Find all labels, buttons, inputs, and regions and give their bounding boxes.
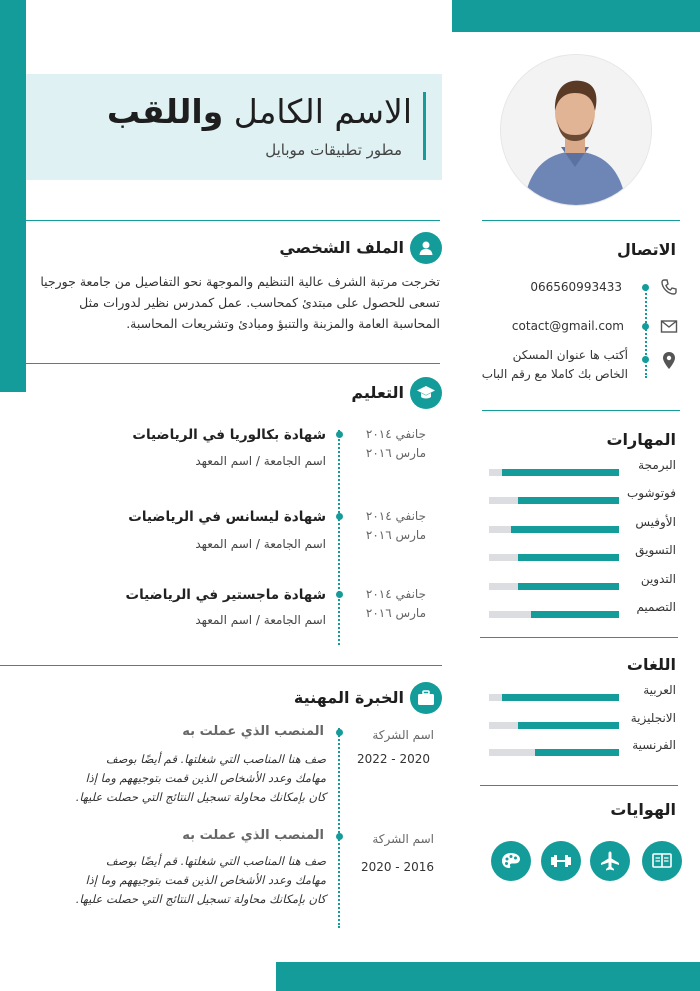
name-bold: واللقب: [106, 92, 224, 131]
contact-dot: [642, 284, 649, 291]
education-institution: اسم الجامعة / اسم المعهد: [195, 613, 326, 627]
skills-bar-track: [489, 497, 619, 504]
skills-bar-track: [489, 583, 619, 590]
graduation-cap-icon: [410, 377, 442, 409]
contact-address-line1: أكتب ها عنوان المسكن: [512, 348, 628, 362]
email-icon: [660, 317, 678, 335]
contact-address-line2: الخاص بك كاملا مع رقم الباب: [481, 367, 628, 381]
divider-hobbies-top: [480, 785, 678, 786]
skills-label: فوتوشوب: [626, 486, 676, 501]
languages-heading: اللغات: [626, 655, 676, 674]
dumbbell-icon: [541, 841, 581, 881]
header-divider: [423, 92, 426, 160]
experience-position: المنصب الذي عملت به: [182, 724, 324, 739]
skills-bar-fill: [511, 526, 619, 533]
education-end-date: مارس ٢٠١٦: [365, 606, 426, 620]
phone-icon: [660, 278, 678, 296]
job-title: مطور تطبيقات موبايل: [265, 141, 402, 159]
experience-period: 2020 - 2022: [356, 752, 430, 766]
languages-bar-track: [489, 722, 619, 729]
skills-label: التصميم: [636, 600, 676, 614]
skills-label: البرمجة: [638, 458, 676, 472]
education-degree: شهادة بكالوريا في الرياضيات: [132, 427, 326, 443]
languages-bar-track: [489, 749, 619, 756]
education-end-date: مارس ٢٠١٦: [365, 446, 426, 460]
skills-bar-track: [489, 611, 619, 618]
contact-dot: [642, 356, 649, 363]
book-icon: [642, 841, 682, 881]
education-degree: شهادة ماجستير في الرياضيات: [125, 587, 326, 603]
experience-company: اسم الشركة: [372, 832, 434, 846]
bottom-accent-bar: [276, 962, 700, 991]
skills-bar-track: [489, 469, 619, 476]
profile-summary: تخرجت مرتبة الشرف عالية التنظيم والموجهة نحو التفاصيل من جامعة جورجيا تسعى للحصول على مبتدئ كمحاسب. عمل كمدرس نظير لدورات مثل المحاسبة العامة والمزبنة والتنبؤ ومبادئ وتشريعات المحاسبة.: [40, 274, 440, 331]
user-icon: [410, 232, 442, 264]
name-regular: الاسم الكامل: [223, 92, 412, 131]
skills-bar-fill: [518, 583, 619, 590]
experience-period: 2016 - 2020: [360, 860, 434, 874]
languages-bar-fill: [518, 722, 619, 729]
experience-description: صف هنا المناصب التي شغلتها. قم أيضًا بوصف مهامك وعدد الأشخاص الذين قمت بتوجيههم وما إذا كان بإمكانك محاولة تسجيل النتائج التي حصلت عليها.: [75, 854, 326, 906]
education-end-date: مارس ٢٠١٦: [365, 528, 426, 542]
divider-profile-top: [0, 220, 440, 221]
divider-profile-bottom: [26, 363, 440, 364]
contact-phone[interactable]: 066560993433: [530, 280, 622, 294]
contact-heading: الاتصال: [616, 240, 676, 259]
top-accent-bar: [452, 0, 700, 32]
profile-photo: [500, 54, 652, 206]
skills-heading: المهارات: [606, 430, 676, 449]
experience-description: صف هنا المناصب التي شغلتها. قم أيضًا بوصف مهامك وعدد الأشخاص الذين قمت بتوجيههم وما إذا كان بإمكانك محاولة تسجيل النتائج التي حصلت عليها.: [75, 752, 326, 804]
languages-label: الانجليزية: [630, 710, 676, 725]
languages-bar-track: [489, 694, 619, 701]
contact-email[interactable]: cotact@gmail.com: [511, 319, 624, 333]
languages-label: العربية: [643, 683, 676, 697]
education-institution: اسم الجامعة / اسم المعهد: [195, 454, 326, 468]
skills-label: الأوفيس: [635, 514, 676, 529]
contact-timeline: [645, 286, 647, 378]
languages-label: الفرنسية: [632, 738, 676, 752]
education-start-date: جانفي ٢٠١٤: [365, 427, 426, 441]
divider-skills-top: [482, 410, 680, 411]
hobbies-heading: الهوايات: [610, 800, 676, 819]
briefcase-icon: [410, 682, 442, 714]
airplane-icon: [590, 841, 630, 881]
divider-experience-top: [0, 665, 442, 666]
skills-label: التدوين: [640, 571, 676, 586]
skills-bar-fill: [502, 469, 619, 476]
full-name: [40, 92, 412, 131]
divider-contact-top: [482, 220, 680, 221]
education-start-date: جانفي ٢٠١٤: [365, 509, 426, 523]
profile-heading: الملف الشخصي: [279, 238, 404, 257]
languages-bar-fill: [502, 694, 619, 701]
experience-position: المنصب الذي عملت به: [182, 828, 324, 843]
education-degree: شهادة ليسانس في الرياضيات: [128, 509, 326, 525]
timeline-dot: [336, 833, 343, 840]
timeline-dot: [336, 729, 343, 736]
skills-bar-track: [489, 526, 619, 533]
experience-timeline: [338, 728, 340, 928]
location-pin-icon: [661, 351, 677, 371]
experience-company: اسم الشركة: [372, 728, 434, 742]
education-start-date: جانفي ٢٠١٤: [365, 587, 426, 601]
left-accent-bar: [0, 0, 26, 392]
skills-bar-fill: [531, 611, 619, 618]
education-heading: التعليم: [351, 383, 404, 402]
contact-dot: [642, 323, 649, 330]
skills-bar-fill: [518, 497, 619, 504]
education-institution: اسم الجامعة / اسم المعهد: [195, 537, 326, 551]
languages-bar-fill: [535, 749, 620, 756]
experience-heading: الخبرة المهنية: [293, 688, 404, 707]
skills-label: التسويق: [635, 543, 676, 558]
skills-bar-fill: [518, 554, 619, 561]
divider-languages-top: [480, 637, 678, 638]
palette-icon: [491, 841, 531, 881]
skills-bar-track: [489, 554, 619, 561]
